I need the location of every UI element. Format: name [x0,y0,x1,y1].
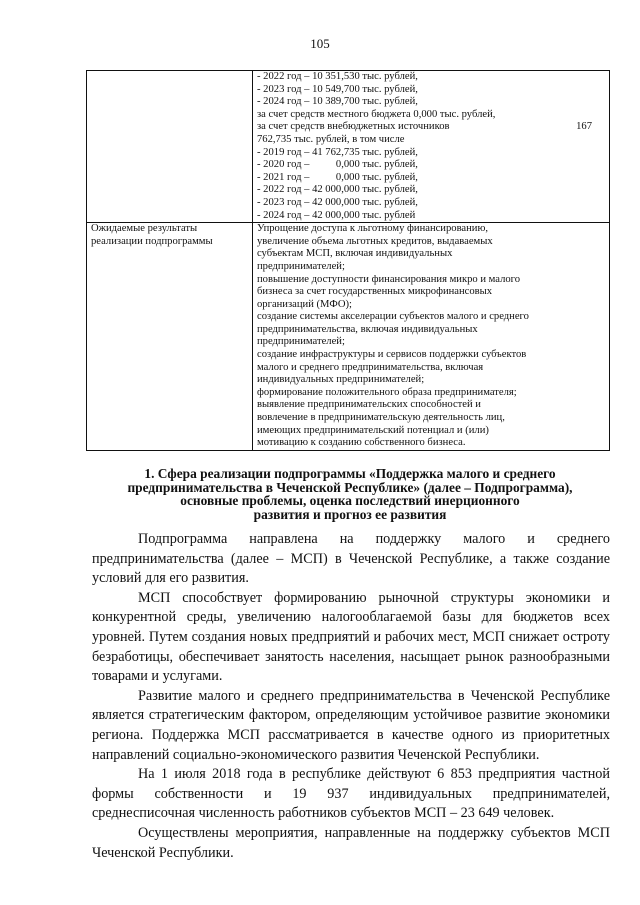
funding-value-cell [253,71,610,223]
funding-line: - 2022 год – 42 000,000 тыс. рублей, [257,184,418,196]
result-line: предпринимательства, включая индивидуальных [257,323,478,335]
subprogram-passport-table [86,70,610,451]
funding-line: - 2024 год – 42 000,000 тыс. рублей [257,209,416,221]
expected-results-label: Ожидаемые результаты [91,223,198,235]
section-heading [90,467,610,521]
expected-results-row [87,223,610,451]
result-line: индивидуальных предпринимателей; [257,374,425,386]
offbudget-line [257,121,606,134]
section-heading-line: развития и прогноз ее развития [253,506,447,522]
funding-line: - 2022 год – 10 351,530 тыс. рублей, [257,71,418,82]
funding-line: - 2024 год – 10 389,700 тыс. рублей, [257,96,418,108]
result-line: выявление предпринимательских способностей и [257,399,481,411]
section-heading-line: 1. Сфера реализации подпрограммы «Поддержка малого и среднего [144,466,556,481]
paragraph-rest: предпринимательства (далее – МСП) в Чеченской Республике, а также создание условий для его развития. [92,550,610,587]
word: и [527,531,535,547]
result-line: мотивацию к созданию собственного бизнеса. [257,437,466,449]
funding-line: 762,735 тыс. рублей, в том числе [257,133,405,145]
body-text [92,530,610,863]
funding-line: - 2021 год – 0,000 тыс. рублей, [257,171,418,183]
word: направлена [249,531,318,547]
result-line: малого и среднего предпринимательства, включая [257,361,484,373]
result-line: предпринимателей; [257,260,345,272]
word: среднего [556,531,610,547]
result-line: Упрощение доступа к льготному финансированию, [257,223,489,235]
result-line: формирование положительного образа предпринимателя; [257,386,517,398]
result-line: повышение доступности финансирования микро и малого [257,273,521,285]
funding-line: - 2023 год – 42 000,000 тыс. рублей, [257,196,418,208]
paragraph: Осуществлены мероприятия, направленные на поддержку субъектов МСП Чеченской Республики. [92,824,610,861]
result-line: организаций (МФО); [257,298,352,310]
paragraph: На 1 июля 2018 года в республике действуют 6 853 предприятия частной формы собственности и 19 937 индивидуальных предпринимателей, среднесписочная численность работников субъектов МСП – 23 649 человек. [92,766,610,822]
section-heading-line: основные проблемы, оценка последствий инерционного [180,493,520,509]
section-heading-line: предпринимательства в Чеченской Республике» (далее – Подпрограмма), [127,479,573,495]
funding-label-cell [87,71,253,223]
word: на [339,531,354,547]
result-line: вовлечение в предпринимательскую деятельность лиц, [257,412,505,424]
funding-row [87,71,610,223]
funding-line: - 2023 год – 10 549,700 тыс. рублей, [257,83,418,95]
offbudget-amount: 167 [576,121,592,133]
expected-results-label: реализации подпрограммы [91,235,213,247]
page-number: 105 [310,36,330,51]
word: Подпрограмма [138,531,228,547]
paragraph [92,530,610,589]
paragraph: Развитие малого и среднего предпринимательства в Чеченской Республике является стратегическим фактором, определяющим устойчивое развитие экономики региона. Поддержка МСП рассматривается в качестве одного из приоритетных направлений социально-экономического развития Чеченской Республики. [92,687,610,763]
result-line: предпринимателей; [257,336,345,348]
word: малого [463,531,506,547]
expected-results-label-cell [87,223,253,451]
result-line: увеличение объема льготных кредитов, выдаваемых [257,235,493,247]
offbudget-text: за счет средств внебюджетных источников [257,121,450,133]
funding-line: - 2019 год – 41 762,735 тыс. рублей, [257,146,418,158]
result-line: субъектам МСП, включая индивидуальных [257,248,453,260]
paragraph-first-line [92,530,610,550]
result-line: бизнеса за счет государственных микрофинансовых [257,286,493,298]
funding-line: за счет средств местного бюджета 0,000 тыс. рублей, [257,108,496,120]
word: поддержку [375,531,442,547]
result-line: создание системы акселерации субъектов малого и среднего [257,311,529,323]
expected-results-value-cell [253,223,610,451]
result-line: имеющих предпринимательский потенциал и (или) [257,424,489,436]
result-line: создание инфраструктуры и сервисов поддержки субъектов [257,349,527,361]
paragraph: МСП способствует формированию рыночной структуры экономики и конкурентной среды, увеличению налогооблагаемой базы для бюджетов всех уровней. Путем создания новых предприятий и рабочих мест, МСП снижает остроту безработицы, обеспечивает занятость населения, насыщает рынок разнообразными товарами и услугами. [92,589,610,685]
funding-line: - 2020 год – 0,000 тыс. рублей, [257,159,418,171]
